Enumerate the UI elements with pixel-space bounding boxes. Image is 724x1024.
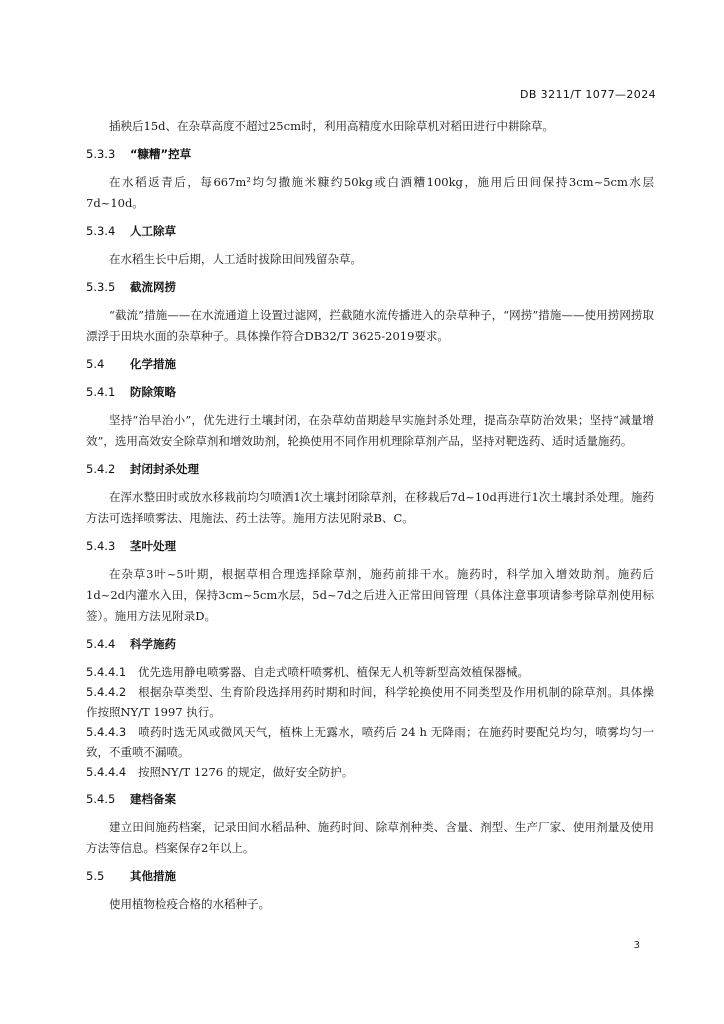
- clause-number: 5.4.4.3: [86, 725, 127, 739]
- section-number: 5.3.3: [86, 147, 116, 161]
- paragraph: 建立田间施药档案，记录田间水稻品种、施药时间、除草剂种类、含量、剂型、生产厂家、使用剂量及使用方法等信息。档案保存2年以上。: [86, 820, 654, 855]
- section-number: 5.4: [86, 357, 105, 371]
- section-title: 科学施药: [130, 637, 176, 651]
- page-number: 3: [633, 940, 640, 951]
- section-number: 5.4.1: [86, 385, 116, 399]
- paragraph: 在水稻生长中后期，人工适时拔除田间残留杂草。: [109, 252, 362, 266]
- clause-text: 喷药时选无风或微风天气，植株上无露水，喷药后 24 h 无降雨；在施药时要配兑均匀，喷雾均匀一致，不重喷不漏喷。: [86, 725, 654, 759]
- section-heading: [86, 354, 654, 374]
- paragraph: “截流”措施——在水流通道上设置过滤网，拦截随水流传播进入的杂草种子，“网捞”措施——使用捞网捞取漂浮于田块水面的杂草种子。具体操作符合DB32/T 3625-2019要求。: [86, 308, 654, 343]
- section-heading: [86, 277, 654, 297]
- clause-number: 5.4.4.1: [86, 665, 127, 679]
- section-heading: [86, 789, 654, 809]
- section-title: 封闭封杀处理: [130, 462, 199, 476]
- section-heading: [86, 382, 654, 402]
- clause-number: 5.4.4.4: [86, 765, 127, 779]
- paragraph: 使用植物检疫合格的水稻种子。: [109, 897, 270, 911]
- section-heading: [86, 866, 654, 886]
- section-title: 其他措施: [130, 869, 176, 883]
- section-title: 人工除草: [130, 224, 176, 238]
- clause-text: 根据杂草类型、生育阶段选择用药时期和时间，科学轮换使用不同类型及作用机制的除草剂。具体操作按照NY/T 1997 执行。: [86, 685, 654, 719]
- section-number: 5.5: [86, 869, 105, 883]
- section-heading: [86, 221, 654, 241]
- section-number: 5.4.4: [86, 637, 116, 651]
- section-number: 5.4.2: [86, 462, 116, 476]
- section-title: 截流网捞: [130, 280, 176, 294]
- paragraph: 在水稻返青后，每667m²均匀撒施米糠约50kg或白酒糟100kg，施用后田间保持3cm~5cm水层7d~10d。: [86, 175, 654, 210]
- clause-item: [86, 662, 654, 682]
- section-number: 5.4.3: [86, 539, 116, 553]
- section-heading: [86, 144, 654, 164]
- section-heading: [86, 536, 654, 556]
- clause-number: 5.4.4.2: [86, 685, 127, 699]
- section-title: “糠糟”控草: [130, 147, 192, 161]
- section-heading: [86, 459, 654, 479]
- clause-item: [86, 762, 654, 782]
- paragraph: 插秧后15d、在杂草高度不超过25cm时，利用高精度水田除草机对稻田进行中耕除草。: [109, 119, 554, 133]
- document-body: [86, 116, 654, 922]
- paragraph: 在杂草3叶~5叶期，根据草相合理选择除草剂，施药前排干水。施药时，科学加入增效助剂。施药后1d~2d内灌水入田，保持3cm~5cm水层，5d~7d之后进入正常田间管理（具体注意事项请参考除草剂使用标签）。施用方法见附录D。: [86, 567, 654, 623]
- spacer: [86, 782, 654, 789]
- clause-text: 按照NY/T 1276 的规定，做好安全防护。: [138, 765, 354, 779]
- clause-item: [86, 682, 654, 722]
- section-title: 防除策略: [130, 385, 176, 399]
- section-number: 5.3.5: [86, 280, 116, 294]
- section-heading: [86, 634, 654, 654]
- paragraph: 坚持“治早治小”，优先进行土壤封闭，在杂草幼苗期趁早实施封杀处理，提高杂草防治效果；坚持“减量增效”，选用高效安全除草剂和增效助剂，轮换使用不同作用机理除草剂产品，坚持对靶选药、适时适量施药。: [86, 413, 654, 448]
- section-title: 化学措施: [130, 357, 176, 371]
- clause-item: [86, 722, 654, 762]
- paragraph: 在浑水整田时或放水移栽前均匀喷洒1次土壤封闭除草剂，在移栽后7d~10d再进行1次土壤封杀处理。施药方法可选择喷雾法、甩施法、药土法等。施用方法见附录B、C。: [86, 490, 654, 525]
- standard-code: DB 3211/T 1077—2024: [519, 88, 656, 101]
- section-number: 5.3.4: [86, 224, 116, 238]
- section-title: 茎叶处理: [130, 539, 176, 553]
- section-title: 建档备案: [130, 792, 176, 806]
- clause-text: 优先选用静电喷雾器、自走式喷杆喷雾机、植保无人机等新型高效植保器械。: [138, 665, 529, 679]
- section-number: 5.4.5: [86, 792, 116, 806]
